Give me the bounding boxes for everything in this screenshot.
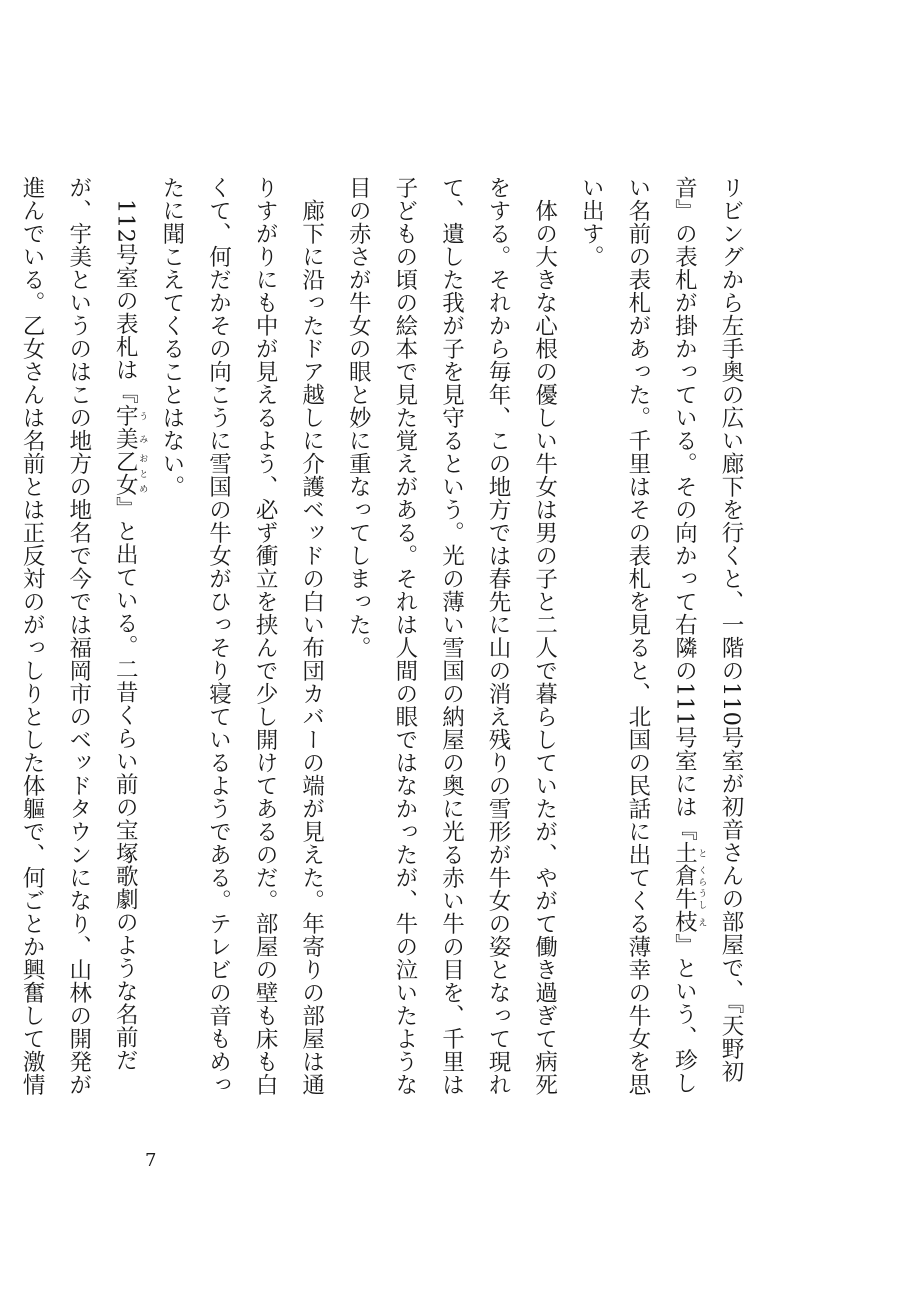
ruby-reading-7: おとめ [137, 449, 148, 496]
ruby-name-tokura-ushie [671, 841, 707, 934]
page-number: 7 [145, 1150, 157, 1171]
ruby-reading-6: み [137, 426, 148, 450]
ruby-reading-1: と [696, 841, 707, 865]
paragraph-1 [568, 176, 754, 1116]
ruby-base-2: 倉 [671, 864, 698, 888]
paragraph-3 [148, 176, 334, 1116]
ruby-base-4: 枝 [671, 910, 698, 934]
paragraph-4-text-b: 』と出ている。二昔くらい前の宝塚歌劇のような名前だが、宇美というのはこの地方の地名で今では福岡市のベッドタウンになり、山林の開発が進んでいる。乙女さんは名前とは正反対のがっしりとした体軀で、何ごとか興奮して激情 [19, 176, 139, 1096]
ruby-base-3: 牛 [671, 887, 698, 911]
paragraph-3-text: 廊下に沿ったドア越しに介護ベッドの白い布団カバーの端が見えた。年寄りの部屋は通りすがりにも中が見えるよう、必ず衝立を挟んで少し開けてあるのだ。部屋の壁も床も白くて、何だかその向こうに雪国の牛女がひっそり寝ているようである。テレビの音もめったに聞こえてくることはない。 [158, 176, 325, 1096]
paragraph-4 [0, 176, 148, 1116]
ruby-base-7: 乙女 [112, 449, 139, 496]
ruby-reading-2: くら [696, 864, 707, 888]
vertical-body-text [19, 176, 754, 1116]
ruby-name-umi-otome [112, 403, 148, 496]
paragraph-2-text: 体の大きな心根の優しい牛女は男の子と二人で暮らしていたが、やがて働き過ぎて病死をする。それから毎年、この地方では春先に山の消え残りの雪形が牛女の姿となって現れて、遺した我が子を見守るという。光の薄い雪国の納屋の奥に光る赤い牛の目を、千里は子どもの頃の絵本で見た覚えがある。それは人間の眼ではなかったが、牛の泣いたような目の赤さが牛女の眼と妙に重なってしまった。 [345, 176, 558, 1096]
paragraph-1-text-b: 』という、珍しい名前の表札があった。千里はその表札を見ると、北国の民話に出てくる薄幸の牛女を思い出す。 [578, 176, 698, 1096]
paragraph-1-text-a: リビングから左手奥の広い廊下を行くと、一階の110号室が初音さんの部屋で、『天野初音』の表札が掛かっている。その向かって右隣の111号室には『 [671, 176, 744, 1084]
ruby-reading-3: うし [696, 887, 707, 911]
paragraph-4-text-a: 112号室の表札は『 [112, 198, 139, 404]
ruby-base-6: 美 [112, 426, 139, 450]
ruby-base-1: 土 [671, 841, 698, 865]
ruby-reading-5: う [137, 403, 148, 427]
ruby-base-5: 宇 [112, 403, 139, 427]
ruby-reading-4: え [696, 910, 707, 934]
paragraph-2 [335, 176, 568, 1116]
